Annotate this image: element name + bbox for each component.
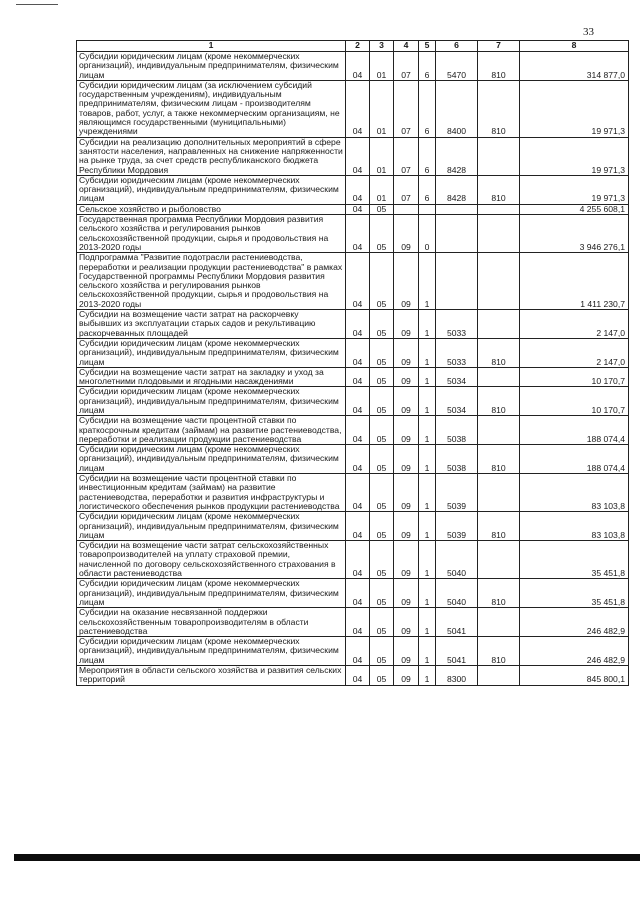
row-code-cell: 04	[346, 387, 370, 416]
row-code-cell: 04	[346, 204, 370, 214]
row-name-cell: Субсидии на возмещение части процентной ставки по краткосрочным кредитам (займам) на развитие растениеводства, переработки и реализации продукции растениеводства	[77, 416, 346, 445]
row-code-cell: 5041	[436, 608, 478, 637]
row-code-cell: 09	[394, 608, 419, 637]
row-code-cell: 1	[419, 541, 436, 579]
row-code-cell: 04	[346, 52, 370, 81]
row-code-cell: 09	[394, 310, 419, 339]
row-code-cell: 5041	[436, 637, 478, 666]
row-code-cell: 09	[394, 579, 419, 608]
row-code-cell	[478, 137, 520, 175]
row-code-cell: 04	[346, 512, 370, 541]
row-code-cell: 1	[419, 637, 436, 666]
row-code-cell: 04	[346, 80, 370, 137]
row-code-cell: 5470	[436, 52, 478, 81]
row-code-cell: 05	[370, 310, 394, 339]
row-name-cell: Субсидии юридическим лицам (кроме некоммерческих организаций), индивидуальным предпринимателям, физическим лицам	[77, 579, 346, 608]
row-code-cell: 05	[370, 445, 394, 474]
table-body	[77, 52, 629, 686]
row-amount-cell: 246 482,9	[520, 637, 629, 666]
row-code-cell: 07	[394, 52, 419, 81]
header-cell: 3	[370, 41, 394, 52]
table-row	[77, 52, 629, 81]
row-code-cell	[478, 215, 520, 253]
row-code-cell: 05	[370, 253, 394, 310]
row-code-cell: 5040	[436, 541, 478, 579]
row-amount-cell: 35 451,8	[520, 579, 629, 608]
row-code-cell: 05	[370, 666, 394, 686]
row-code-cell: 07	[394, 137, 419, 175]
row-code-cell: 04	[346, 253, 370, 310]
row-code-cell: 04	[346, 175, 370, 204]
table-row	[77, 637, 629, 666]
row-name-cell: Государственная программа Республики Мордовия развития сельского хозяйства и регулирования рынков сельскохозяйственной продукции, сырья и продовольствия на 2013-2020 годы	[77, 215, 346, 253]
header-cell: 5	[419, 41, 436, 52]
row-amount-cell: 83 103,8	[520, 512, 629, 541]
row-code-cell: 8400	[436, 80, 478, 137]
row-code-cell: 04	[346, 445, 370, 474]
table-row	[77, 310, 629, 339]
row-code-cell	[436, 253, 478, 310]
row-code-cell: 05	[370, 367, 394, 387]
row-amount-cell: 4 255 608,1	[520, 204, 629, 214]
table-row	[77, 253, 629, 310]
header-cell: 2	[346, 41, 370, 52]
row-code-cell: 04	[346, 367, 370, 387]
row-name-cell: Субсидии на реализацию дополнительных мероприятий в сфере занятости населения, направленных на снижение напряженности на рынке труда, за счет средств республиканского бюджета Республики Мордовия	[77, 137, 346, 175]
row-amount-cell: 3 946 276,1	[520, 215, 629, 253]
row-code-cell: 05	[370, 608, 394, 637]
row-code-cell	[478, 416, 520, 445]
header-row	[77, 41, 629, 52]
row-code-cell: 5033	[436, 338, 478, 367]
row-amount-cell: 2 147,0	[520, 338, 629, 367]
row-code-cell: 09	[394, 474, 419, 512]
row-code-cell: 1	[419, 579, 436, 608]
row-code-cell	[478, 608, 520, 637]
row-code-cell: 5033	[436, 310, 478, 339]
row-code-cell: 8428	[436, 175, 478, 204]
row-name-cell: Подпрограмма "Развитие подотрасли растениеводства, переработки и реализации продукции растениеводства" в рамках Государственной программы Республики Мордовия развития сельского хозяйства и регулирования рынков сельскохозяйственной продукции, сырья и продовольствия на 2013-2020 годы	[77, 253, 346, 310]
row-code-cell: 05	[370, 637, 394, 666]
row-name-cell: Субсидии юридическим лицам (кроме некоммерческих организаций), индивидуальным предпринимателям, физическим лицам	[77, 637, 346, 666]
row-name-cell: Субсидии юридическим лицам (кроме некоммерческих организаций), индивидуальным предпринимателям, физическим лицам	[77, 52, 346, 81]
header-cell: 4	[394, 41, 419, 52]
row-code-cell: 05	[370, 204, 394, 214]
bottom-bar	[14, 854, 640, 861]
row-code-cell: 07	[394, 175, 419, 204]
row-amount-cell: 19 971,3	[520, 175, 629, 204]
row-code-cell	[419, 204, 436, 214]
row-amount-cell: 10 170,7	[520, 387, 629, 416]
row-code-cell: 810	[478, 338, 520, 367]
row-code-cell	[478, 541, 520, 579]
row-name-cell: Субсидии на возмещение части затрат сельскохозяйственных товаропроизводителей на уплату страховой премии, начисленной по договору сельскохозяйственного страхования в области растениеводства	[77, 541, 346, 579]
row-code-cell: 810	[478, 387, 520, 416]
row-code-cell: 810	[478, 52, 520, 81]
table-row	[77, 608, 629, 637]
row-code-cell: 09	[394, 387, 419, 416]
row-code-cell: 810	[478, 445, 520, 474]
table-row	[77, 80, 629, 137]
row-name-cell: Субсидии на возмещение части затрат на закладку и уход за многолетними плодовыми и ягодными насаждениями	[77, 367, 346, 387]
row-code-cell	[478, 474, 520, 512]
row-code-cell: 04	[346, 474, 370, 512]
header-cell: 6	[436, 41, 478, 52]
table-row	[77, 541, 629, 579]
header-cell: 7	[478, 41, 520, 52]
row-code-cell: 1	[419, 416, 436, 445]
row-amount-cell: 246 482,9	[520, 608, 629, 637]
row-code-cell: 1	[419, 367, 436, 387]
row-code-cell: 1	[419, 512, 436, 541]
row-code-cell: 09	[394, 541, 419, 579]
table-row	[77, 666, 629, 686]
row-code-cell: 01	[370, 52, 394, 81]
row-code-cell: 04	[346, 637, 370, 666]
row-code-cell: 6	[419, 80, 436, 137]
row-code-cell: 04	[346, 416, 370, 445]
row-code-cell: 1	[419, 474, 436, 512]
row-code-cell: 1	[419, 310, 436, 339]
row-code-cell: 1	[419, 608, 436, 637]
row-code-cell: 6	[419, 52, 436, 81]
row-code-cell: 5034	[436, 367, 478, 387]
table-row	[77, 512, 629, 541]
row-code-cell: 5034	[436, 387, 478, 416]
row-code-cell	[478, 310, 520, 339]
row-name-cell: Субсидии юридическим лицам (кроме некоммерческих организаций), индивидуальным предпринимателям, физическим лицам	[77, 445, 346, 474]
row-code-cell	[478, 367, 520, 387]
row-code-cell: 04	[346, 215, 370, 253]
row-name-cell: Субсидии на возмещение части процентной ставки по инвестиционным кредитам (займам) на развитие растениеводства, переработки и развития инфраструктуры и логистического обеспечения рынков продукции растениеводства	[77, 474, 346, 512]
row-code-cell: 09	[394, 637, 419, 666]
row-name-cell: Субсидии юридическим лицам (за исключением субсидий государственным учреждениям), индивидуальным предпринимателям, физическим лицам - производителям товаров, работ, услуг, а также некоммерческим организациям, не являющимся государственными (муниципальными) учреждениями	[77, 80, 346, 137]
table-row	[77, 338, 629, 367]
row-amount-cell: 314 877,0	[520, 52, 629, 81]
row-code-cell: 04	[346, 608, 370, 637]
row-code-cell: 04	[346, 541, 370, 579]
row-code-cell: 1	[419, 445, 436, 474]
row-name-cell: Субсидии юридическим лицам (кроме некоммерческих организаций), индивидуальным предпринимателям, физическим лицам	[77, 512, 346, 541]
row-amount-cell: 845 800,1	[520, 666, 629, 686]
row-amount-cell: 10 170,7	[520, 367, 629, 387]
row-code-cell: 09	[394, 215, 419, 253]
row-code-cell: 09	[394, 416, 419, 445]
row-code-cell: 04	[346, 338, 370, 367]
row-code-cell: 01	[370, 80, 394, 137]
table-row	[77, 416, 629, 445]
row-code-cell: 05	[370, 541, 394, 579]
row-amount-cell: 2 147,0	[520, 310, 629, 339]
row-code-cell: 5038	[436, 445, 478, 474]
row-code-cell: 05	[370, 338, 394, 367]
row-code-cell: 810	[478, 512, 520, 541]
row-amount-cell: 1 411 230,7	[520, 253, 629, 310]
row-code-cell: 05	[370, 215, 394, 253]
row-amount-cell: 83 103,8	[520, 474, 629, 512]
row-amount-cell: 188 074,4	[520, 416, 629, 445]
row-code-cell: 04	[346, 579, 370, 608]
row-code-cell: 09	[394, 666, 419, 686]
row-code-cell: 6	[419, 175, 436, 204]
table-row	[77, 204, 629, 214]
table-row	[77, 579, 629, 608]
table-row	[77, 215, 629, 253]
header-cell: 1	[77, 41, 346, 52]
row-code-cell: 01	[370, 137, 394, 175]
row-code-cell: 04	[346, 137, 370, 175]
row-amount-cell: 19 971,3	[520, 137, 629, 175]
row-code-cell: 810	[478, 175, 520, 204]
row-code-cell: 05	[370, 579, 394, 608]
row-code-cell: 8428	[436, 137, 478, 175]
row-code-cell: 01	[370, 175, 394, 204]
row-code-cell: 09	[394, 445, 419, 474]
row-code-cell	[478, 204, 520, 214]
table-row	[77, 445, 629, 474]
row-code-cell: 09	[394, 253, 419, 310]
row-code-cell: 5040	[436, 579, 478, 608]
row-code-cell: 09	[394, 338, 419, 367]
row-code-cell	[478, 666, 520, 686]
row-amount-cell: 188 074,4	[520, 445, 629, 474]
row-code-cell: 1	[419, 387, 436, 416]
row-code-cell: 05	[370, 512, 394, 541]
row-code-cell: 5038	[436, 416, 478, 445]
row-name-cell: Субсидии на возмещение части затрат на раскорчевку выбывших из эксплуатации старых садов и рекультивацию раскорчеванных площадей	[77, 310, 346, 339]
row-name-cell: Субсидии юридическим лицам (кроме некоммерческих организаций), индивидуальным предпринимателям, физическим лицам	[77, 387, 346, 416]
row-code-cell	[436, 204, 478, 214]
row-code-cell: 5039	[436, 512, 478, 541]
top-rule	[16, 4, 58, 5]
row-name-cell: Сельское хозяйство и рыболовство	[77, 204, 346, 214]
row-code-cell: 1	[419, 666, 436, 686]
row-amount-cell: 19 971,3	[520, 80, 629, 137]
row-code-cell	[478, 253, 520, 310]
header-cell: 8	[520, 41, 629, 52]
row-name-cell: Мероприятия в области сельского хозяйства и развития сельских территорий	[77, 666, 346, 686]
row-code-cell: 0	[419, 215, 436, 253]
row-name-cell: Субсидии на оказание несвязанной поддержки сельскохозяйственным товаропроизводителям в области растениеводства	[77, 608, 346, 637]
row-code-cell: 05	[370, 416, 394, 445]
row-name-cell: Субсидии юридическим лицам (кроме некоммерческих организаций), индивидуальным предпринимателям, физическим лицам	[77, 175, 346, 204]
table-row	[77, 137, 629, 175]
row-code-cell: 5039	[436, 474, 478, 512]
row-code-cell: 05	[370, 387, 394, 416]
row-code-cell: 810	[478, 579, 520, 608]
row-code-cell: 05	[370, 474, 394, 512]
row-code-cell: 09	[394, 367, 419, 387]
row-code-cell	[436, 215, 478, 253]
row-code-cell: 810	[478, 80, 520, 137]
table-row	[77, 474, 629, 512]
row-code-cell: 07	[394, 80, 419, 137]
row-code-cell: 810	[478, 637, 520, 666]
row-code-cell: 04	[346, 666, 370, 686]
row-code-cell	[394, 204, 419, 214]
row-code-cell: 04	[346, 310, 370, 339]
page-number: 33	[583, 26, 594, 38]
table-row	[77, 367, 629, 387]
row-code-cell: 1	[419, 338, 436, 367]
row-code-cell: 6	[419, 137, 436, 175]
row-name-cell: Субсидии юридическим лицам (кроме некоммерческих организаций), индивидуальным предпринимателям, физическим лицам	[77, 338, 346, 367]
table-row	[77, 175, 629, 204]
budget-table	[76, 40, 629, 686]
table-row	[77, 387, 629, 416]
row-code-cell: 1	[419, 253, 436, 310]
row-code-cell: 09	[394, 512, 419, 541]
row-amount-cell: 35 451,8	[520, 541, 629, 579]
row-code-cell: 8300	[436, 666, 478, 686]
